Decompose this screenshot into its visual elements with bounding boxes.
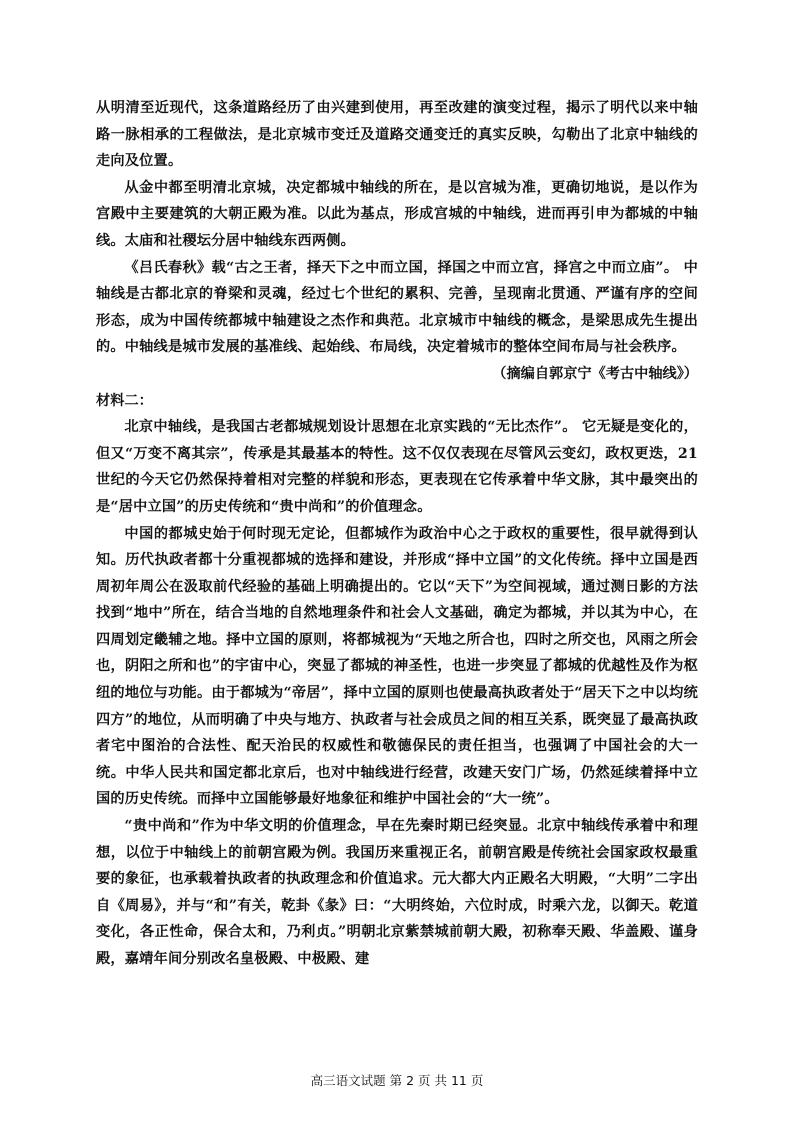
paragraph-4: 北京中轴线，是我国古老都城规划设计思想在北京实践的“无比杰作”。 它无疑是变化的，但又“万变不离其宗”，传承是其最基本的特性。这不仅仅表现在尽管风云变幻，政权更迭，21世纪的今天它仍然保持着相对完整的样貌和形态，更表现在它传承着中华文脉，其中最突出的是“居中立国”的历史传统和“贵中尚和”的价值理念。 xyxy=(96,419,698,515)
paragraph-6: “贵中尚和”作为中华文明的价值理念，早在先秦时期已经突显。北京中轴线传承着中和理想，以位于中轴线上的前朝宫殿为例。我国历来重视正名，前朝宫殿是传统社会国家政权最重要的象征，也承载着执政者的执政理念和价值追求。元大都大内正殿名大明殿，“大明”二字出自《周易》，并与“和”有关，乾卦《彖》曰：“大明终始，六位时成，时乘六龙，以御天。乾道变化，各正性命，保合太和，乃利贞。”明朝北京紫禁城前朝大殿，初称奉天殿、华盖殿、谨身殿，嘉靖年间分别改名皇极殿、中极殿、建 xyxy=(96,818,698,967)
source-citation: （摘编自郭京宁《考古中轴线》） xyxy=(492,365,698,382)
paragraph-1: 从明清至近现代，这条道路经历了由兴建到使用，再至改建的演变过程，揭示了明代以来中轴路一脉相承的工程做法，是北京城市变迁及道路交通变迁的真实反映，勾勒出了北京中轴线的走向及位置。 xyxy=(96,100,698,170)
document-body xyxy=(96,95,698,973)
material-two-label: 材料二： xyxy=(96,392,153,409)
paragraph-2: 从金中都至明清北京城，决定都城中轴线的所在，是以宫城为准，更确切地说，是以作为宫殿中主要建筑的大朝正殿为准。以此为基点，形成宫城的中轴线，进而再引申为都城的中轴线。太庙和社稷坛分居中轴线东西两侧。 xyxy=(96,179,698,249)
page-footer: 高三语文试题 第 2 页 共 11 页 xyxy=(310,1073,484,1088)
paragraph-3: 《吕氏春秋》载“古之王者，择天下之中而立国，择国之中而立宫，择宫之中而立庙”。 中轴线是古都北京的脊梁和灵魂，经过七个世纪的累积、完善，呈现南北贯通、严谨有序的空间形态，成为中国传统都城中轴建设之杰作和典范。北京城市中轴线的概念，是梁思成先生提出的。中轴线是城市发展的基准线、起始线、布局线，决定着城市的整体空间布局与社会秩序。 xyxy=(96,259,698,356)
paragraph-5: 中国的都城史始于何时现无定论，但都城作为政治中心之于政权的重要性，很早就得到认知。历代执政者都十分重视都城的选择和建设，并形成“择中立国”的文化传统。择中立国是西周初年周公在汲取前代经验的基础上明确提出的。它以“天下”为空间视域，通过测日影的方法找到“地中”所在，结合当地的自然地理条件和社会人文基础，确定为都城，并以其为中心，在四周划定畿辅之地。择中立国的原则，将都城视为“天地之所合也，四时之所交也，风雨之所会也，阴阳之所和也”的宇宙中心，突显了都城的神圣性，也进一步突显了都城的优越性及作为枢纽的地位与功能。由于都城为“帝居”，择中立国的原则也使最高执政者处于“居天下之中以均统四方”的地位，从而明确了中央与地方、执政者与社会成员之间的相互关系，既突显了最高执政者宅中图治的合法性、配天治民的权威性和敬德保民的责任担当，也强调了中国社会的大一统。中华人民共和国定都北京后，也对中轴线进行经营，改建天安门广场，仍然延续着择中立国的历史传统。而择中立国能够最好地象征和维护中国社会的“大一统”。 xyxy=(96,525,698,808)
